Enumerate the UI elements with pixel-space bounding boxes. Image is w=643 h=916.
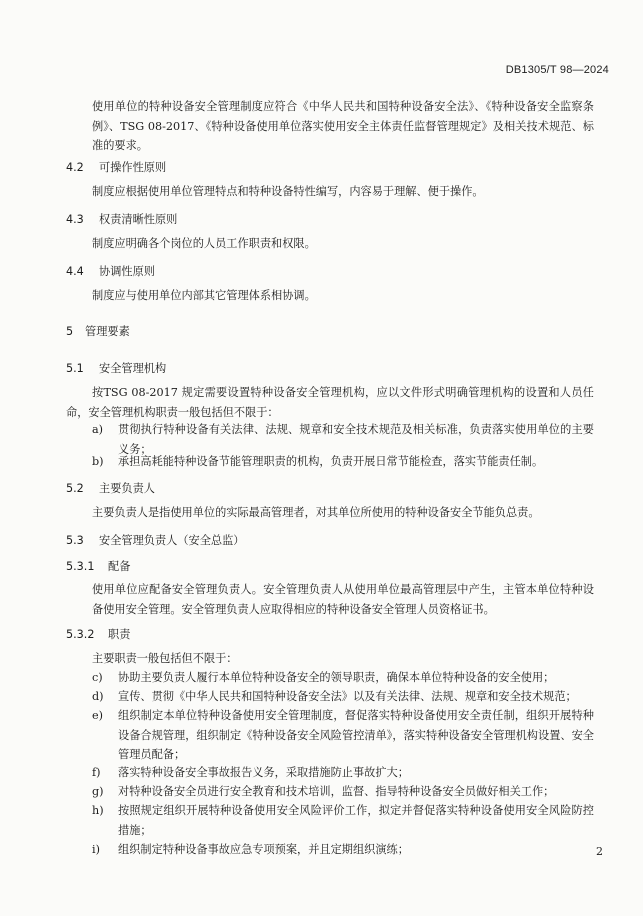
heading-5-3 [66,533,244,549]
heading-number: 5.2 [66,482,84,495]
heading-5 [66,324,130,340]
list-marker: g) [92,785,104,798]
list-text: 宣传、贯彻《中华人民共和国特种设备安全法》以及有关法律、法规、规章和安全技术规范； [118,690,577,703]
list-text: 承担高耗能特种设备节能管理职责的机构，负责开展日常节能检查，落实节能责任制。 [118,455,544,468]
paragraph-5-2: 主要负责人是指使用单位的实际最高管理者，对其单位所使用的特种设备安全节能负总责。 [92,506,540,519]
list-text: 组织制定特种设备事故应急专项预案，并且定期组织演练； [118,843,409,856]
paragraph-4-3: 制度应明确各个岗位的人员工作职责和权限。 [92,237,316,250]
paragraph-5-1: 按TSG 08-2017 规定需要设置特种设备安全管理机构，应以文件形式明确管理机构的设置和人员任命，安全管理机构职责一般包括但不限于： [66,386,594,419]
list-text: 组织制定本单位特种设备使用安全管理制度，督促落实特种设备使用安全责任制，组织开展特种设备合规管理，组织制定《特种设备安全风险管控清单》，落实特种设备安全管理机构设置、安全管理员配备； [118,709,594,761]
intro-paragraph: 使用单位的特种设备安全管理制度应符合《中华人民共和国特种设备安全法》、《特种设备安全监察条例》、TSG 08-2017、《特种设备使用单位落实使用安全主体责任监督管理规定》及相关技术规范、标准的要求。 [92,100,594,152]
list-text: 贯彻执行特种设备有关法律、法规、规章和安全技术规范及相关标准，负责落实使用单位的主要义务； [118,423,594,456]
doc-code: DB1305/T 98—2024 [505,64,609,76]
paragraph-5-3-1: 使用单位应配备安全管理负责人。安全管理负责人从使用单位最高管理层中产生，主管本单位特种设备使用安全管理。安全管理负责人应取得相应的特种设备安全管理人员资格证书。 [92,583,594,616]
list-marker: c) [92,671,103,684]
list-marker: f) [92,766,101,779]
heading-title: 权责清晰性原则 [99,213,178,226]
heading-number: 5.3.1 [66,560,95,573]
heading-number: 4.4 [66,265,84,278]
heading-number: 5.3.2 [66,628,95,641]
lead-text-5-3-2: 主要职责一般包括但不限于： [92,652,238,665]
list-marker: a) [92,423,104,436]
list-item [92,782,594,802]
list-marker: h) [92,804,104,817]
list-text: 落实特种设备安全事故报告义务，采取措施防止事故扩大； [118,766,409,779]
heading-number: 5 [66,325,74,338]
heading-4-4 [66,264,155,280]
list-item [92,763,594,783]
heading-number: 5.3 [66,534,84,547]
heading-title: 职责 [108,628,131,641]
heading-5-2 [66,481,155,497]
heading-title: 安全管理负责人（安全总监） [99,534,245,547]
list-marker: i) [92,843,100,856]
list-item [92,668,594,688]
heading-5-3-1 [66,559,130,575]
heading-title: 主要负责人 [99,482,155,495]
heading-number: 4.2 [66,161,84,174]
list-item [92,840,562,860]
page-number: 2 [596,845,603,858]
list-item [92,452,594,472]
list-marker: e) [92,709,103,722]
heading-title: 管理要素 [85,325,130,338]
list-item [92,706,594,765]
list-text: 按照规定组织开展特种设备使用安全风险评价工作，拟定并督促落实特种设备使用安全风险防控措施； [118,804,594,837]
heading-4-3 [66,212,177,228]
heading-title: 协调性原则 [99,265,155,278]
heading-5-3-2 [66,627,130,643]
paragraph-4-2: 制度应根据使用单位管理特点和特种设备特性编写，内容易于理解、便于操作。 [92,185,484,198]
heading-number: 4.3 [66,213,84,226]
paragraph-4-4: 制度应与使用单位内部其它管理体系相协调。 [92,289,316,302]
heading-5-1 [66,361,166,377]
list-text: 对特种设备安全员进行安全教育和技术培训，监督、指导特种设备安全员做好相关工作； [118,785,555,798]
list-marker: d) [92,690,104,703]
heading-title: 配备 [108,560,131,573]
heading-number: 5.1 [66,362,84,375]
list-marker: b) [92,455,104,468]
list-text: 协助主要负责人履行本单位特种设备安全的领导职责，确保本单位特种设备的安全使用； [118,671,555,684]
list-item [92,687,594,707]
heading-title: 可操作性原则 [99,161,167,174]
heading-title: 安全管理机构 [99,362,167,375]
heading-4-2 [66,160,166,176]
list-item [92,801,594,840]
